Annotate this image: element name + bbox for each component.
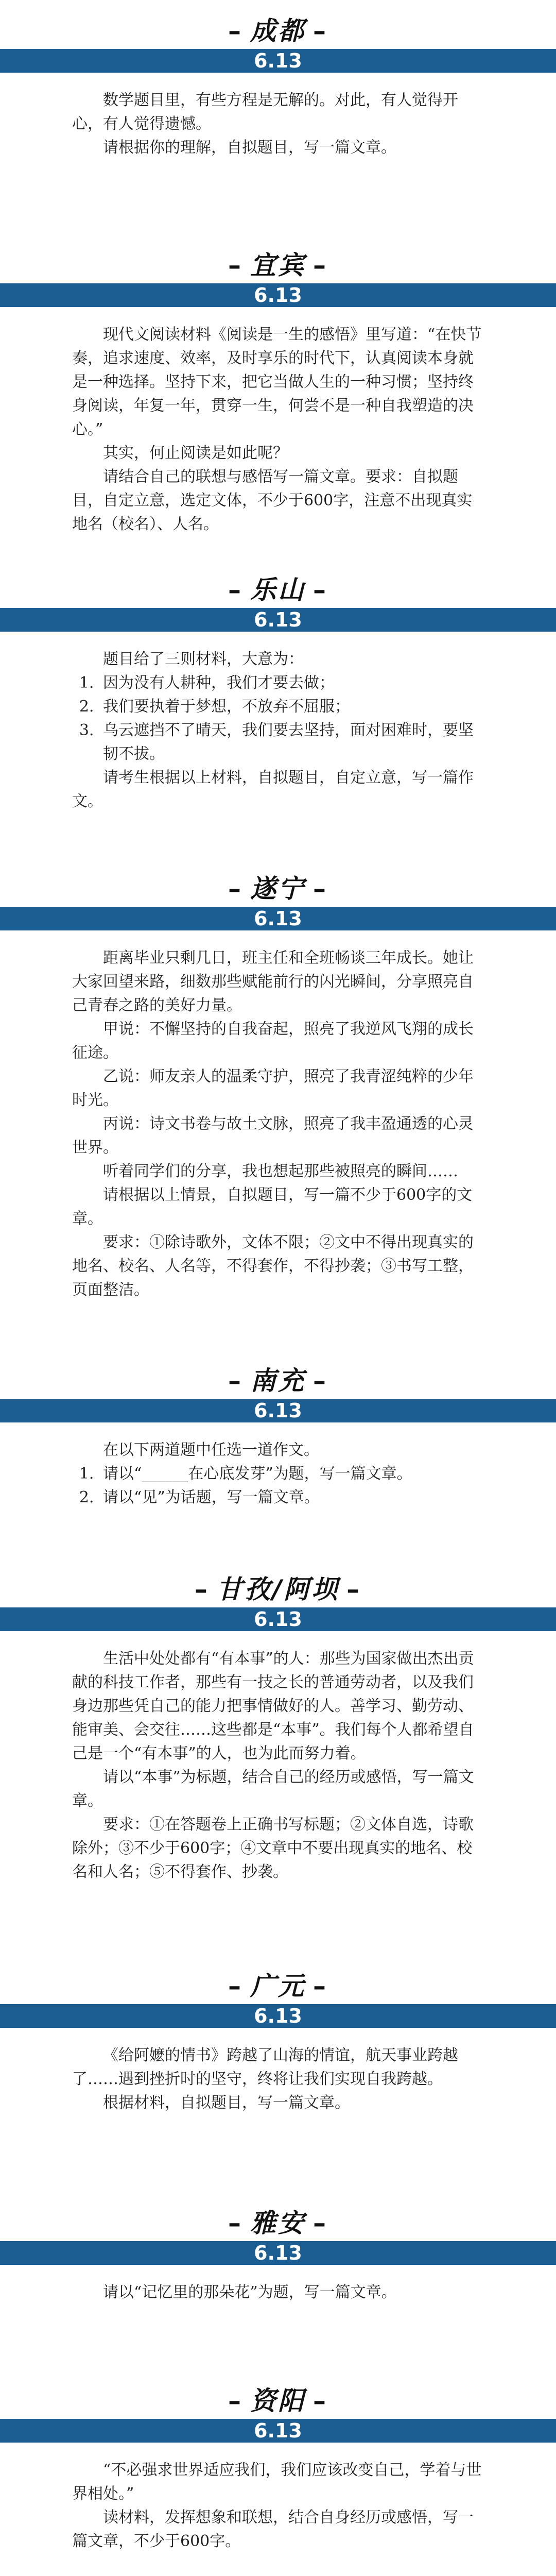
- section-body: [0, 935, 556, 1302]
- section-header: [0, 559, 556, 636]
- section-guangyuan: [0, 1955, 556, 2115]
- section-body: [0, 1427, 556, 1510]
- section-header: [0, 1350, 556, 1427]
- paragraph: 题目给了三则材料，大意为：: [103, 650, 304, 668]
- section-body: [0, 636, 556, 814]
- paragraph: 其实，何止阅读是如此呢？: [103, 444, 288, 462]
- section-title: – 雅安 –: [228, 2208, 328, 2238]
- date-band: [0, 608, 556, 632]
- paragraph: 甲说：不懈坚持的自我奋起，照亮了我逆风飞翔的成长征途。: [72, 1020, 474, 1062]
- section-date: 6.13: [254, 284, 302, 307]
- date-band: [0, 2004, 556, 2028]
- section-ziyang: [0, 2370, 556, 2553]
- paragraph: “不必强求世界适应我们，我们应该改变自己，学着与世界相处。”: [72, 2461, 482, 2503]
- paragraph: 现代文阅读材料《阅读是一生的感悟》里写道：“在快节奏，追求速度、效率，及时享乐的时代下，认真阅读本身就是一种选择。坚持下来，把它当做人生的一种习惯；坚持终身阅读，年复一年，贯穿一生，何尝不是一种自我塑造的决心。”: [72, 326, 482, 438]
- section-yaan: [0, 2192, 556, 2304]
- paragraph: 请根据以上情景，自拟题目，写一篇不少于600字的文章。: [72, 1186, 473, 1228]
- section-suining: [0, 858, 556, 1302]
- list-item: 1. 因为没有人耕种，我们才要去做；: [99, 671, 484, 695]
- section-date: 6.13: [254, 2005, 302, 2027]
- list-item: 2. 请以“见”为话题，写一篇文章。: [99, 1486, 484, 1510]
- section-title: – 资阳 –: [228, 2386, 328, 2416]
- list: [72, 671, 484, 766]
- section-title: – 甘孜/阿坝 –: [194, 1574, 362, 1604]
- list: [72, 1462, 484, 1510]
- section-title: – 广元 –: [228, 1971, 328, 2001]
- date-band: [0, 2241, 556, 2265]
- paragraph: 要求：①在答题卷上正确书写标题；②文体自选，诗歌除外；③不少于600字；④文章中不要出现真实的地名、校名和人名；⑤不得套作、抄袭。: [72, 1816, 474, 1881]
- paragraph: 听着同学们的分享，我也想起那些被照亮的瞬间……: [103, 1162, 458, 1180]
- paragraph: 请以“本事”为标题，结合自己的经历或感悟，写一篇文章。: [72, 1768, 474, 1810]
- paragraph: 乙说：师友亲人的温柔守护，照亮了我青涩纯粹的少年时光。: [72, 1067, 474, 1109]
- section-header: [0, 0, 556, 77]
- section-yibin: [0, 234, 556, 536]
- section-title: – 南充 –: [228, 1366, 328, 1396]
- section-ganzi-aba: [0, 1558, 556, 1884]
- section-body: [0, 2269, 556, 2304]
- paragraph: 生活中处处都有“有本事”的人：那些为国家做出杰出贡献的科技工作者，那些有一技之长的普通劳动者，以及我们身边那些凭自己的能力把事情做好的人。善学习、勤劳动、能审美、会交往……这些都是“本事”。我们每个人都希望自己是一个“有本事”的人，也为此而努力着。: [72, 1650, 474, 1762]
- date-band: [0, 1607, 556, 1631]
- section-header: [0, 858, 556, 935]
- date-band: [0, 283, 556, 307]
- section-header: [0, 1558, 556, 1636]
- section-header: [0, 234, 556, 312]
- paragraph: 《给阿嬷的情书》跨越了山海的情谊，航天事业跨越了……遇到挫折时的坚守，终将让我们实现自我跨越。: [72, 2046, 458, 2088]
- paragraph: 要求：①除诗歌外，文体不限；②文中不得出现真实的地名、校名、人名等，不得套作，不得抄袭；③书写工整，页面整洁。: [72, 1233, 474, 1299]
- section-date: 6.13: [254, 907, 302, 930]
- list-item: 1. 请以“______在心底发芽”为题，写一篇文章。: [99, 1462, 484, 1486]
- section-header: [0, 2370, 556, 2447]
- section-header: [0, 2192, 556, 2269]
- paragraph: 根据材料，自拟题目，写一篇文章。: [103, 2094, 350, 2112]
- paragraph: 请考生根据以上材料，自拟题目，自定立意，写一篇作文。: [72, 769, 474, 810]
- date-band: [0, 907, 556, 930]
- section-title: – 乐山 –: [228, 575, 328, 605]
- date-band: [0, 2419, 556, 2443]
- section-title: – 宜宾 –: [228, 250, 328, 280]
- paragraph: 丙说：诗文书卷与故土文脉，照亮了我丰盈通透的心灵世界。: [72, 1115, 474, 1157]
- section-body: [0, 2032, 556, 2115]
- date-band: [0, 1399, 556, 1422]
- section-leshan: [0, 559, 556, 814]
- section-date: 6.13: [254, 49, 302, 72]
- section-date: 6.13: [254, 1399, 302, 1422]
- section-date: 6.13: [254, 1608, 302, 1631]
- section-header: [0, 1955, 556, 2032]
- section-body: [0, 1636, 556, 1884]
- section-body: [0, 312, 556, 536]
- paragraph: 距离毕业只剩几日，班主任和全班畅谈三年成长。她让大家回望来路，细数那些赋能前行的闪光瞬间，分享照亮自己青春之路的美好力量。: [72, 949, 474, 1014]
- section-nanchong: [0, 1350, 556, 1510]
- section-date: 6.13: [254, 2242, 302, 2264]
- section-body: [0, 2447, 556, 2553]
- paragraph: 请以“记忆里的那朵花”为题，写一篇文章。: [103, 2283, 397, 2301]
- section-date: 6.13: [254, 2419, 302, 2442]
- list-item: 3. 乌云遮挡不了晴天，我们要去坚持，面对困难时，要坚韧不拔。: [99, 719, 484, 766]
- section-date: 6.13: [254, 608, 302, 631]
- section-chengdu: [0, 0, 556, 160]
- date-band: [0, 49, 556, 73]
- list-item: 2. 我们要执着于梦想，不放弃不屈服；: [99, 695, 484, 719]
- paragraph: 请结合自己的联想与感悟写一篇文章。要求：自拟题目，自定立意，选定文体，不少于600字，注意不出现真实地名（校名）、人名。: [72, 468, 473, 533]
- paragraph: 在以下两道题中任选一道作文。: [103, 1441, 319, 1459]
- paragraph: 数学题目里，有些方程是无解的。对此，有人觉得开心，有人觉得遗憾。: [72, 91, 458, 133]
- section-title: – 遂宁 –: [228, 874, 328, 904]
- section-body: [0, 77, 556, 160]
- section-title: – 成都 –: [228, 16, 328, 46]
- paragraph: 请根据你的理解，自拟题目，写一篇文章。: [103, 139, 396, 157]
- paragraph: 读材料，发挥想象和联想，结合自身经历或感悟，写一篇文章，不少于600字。: [72, 2509, 474, 2550]
